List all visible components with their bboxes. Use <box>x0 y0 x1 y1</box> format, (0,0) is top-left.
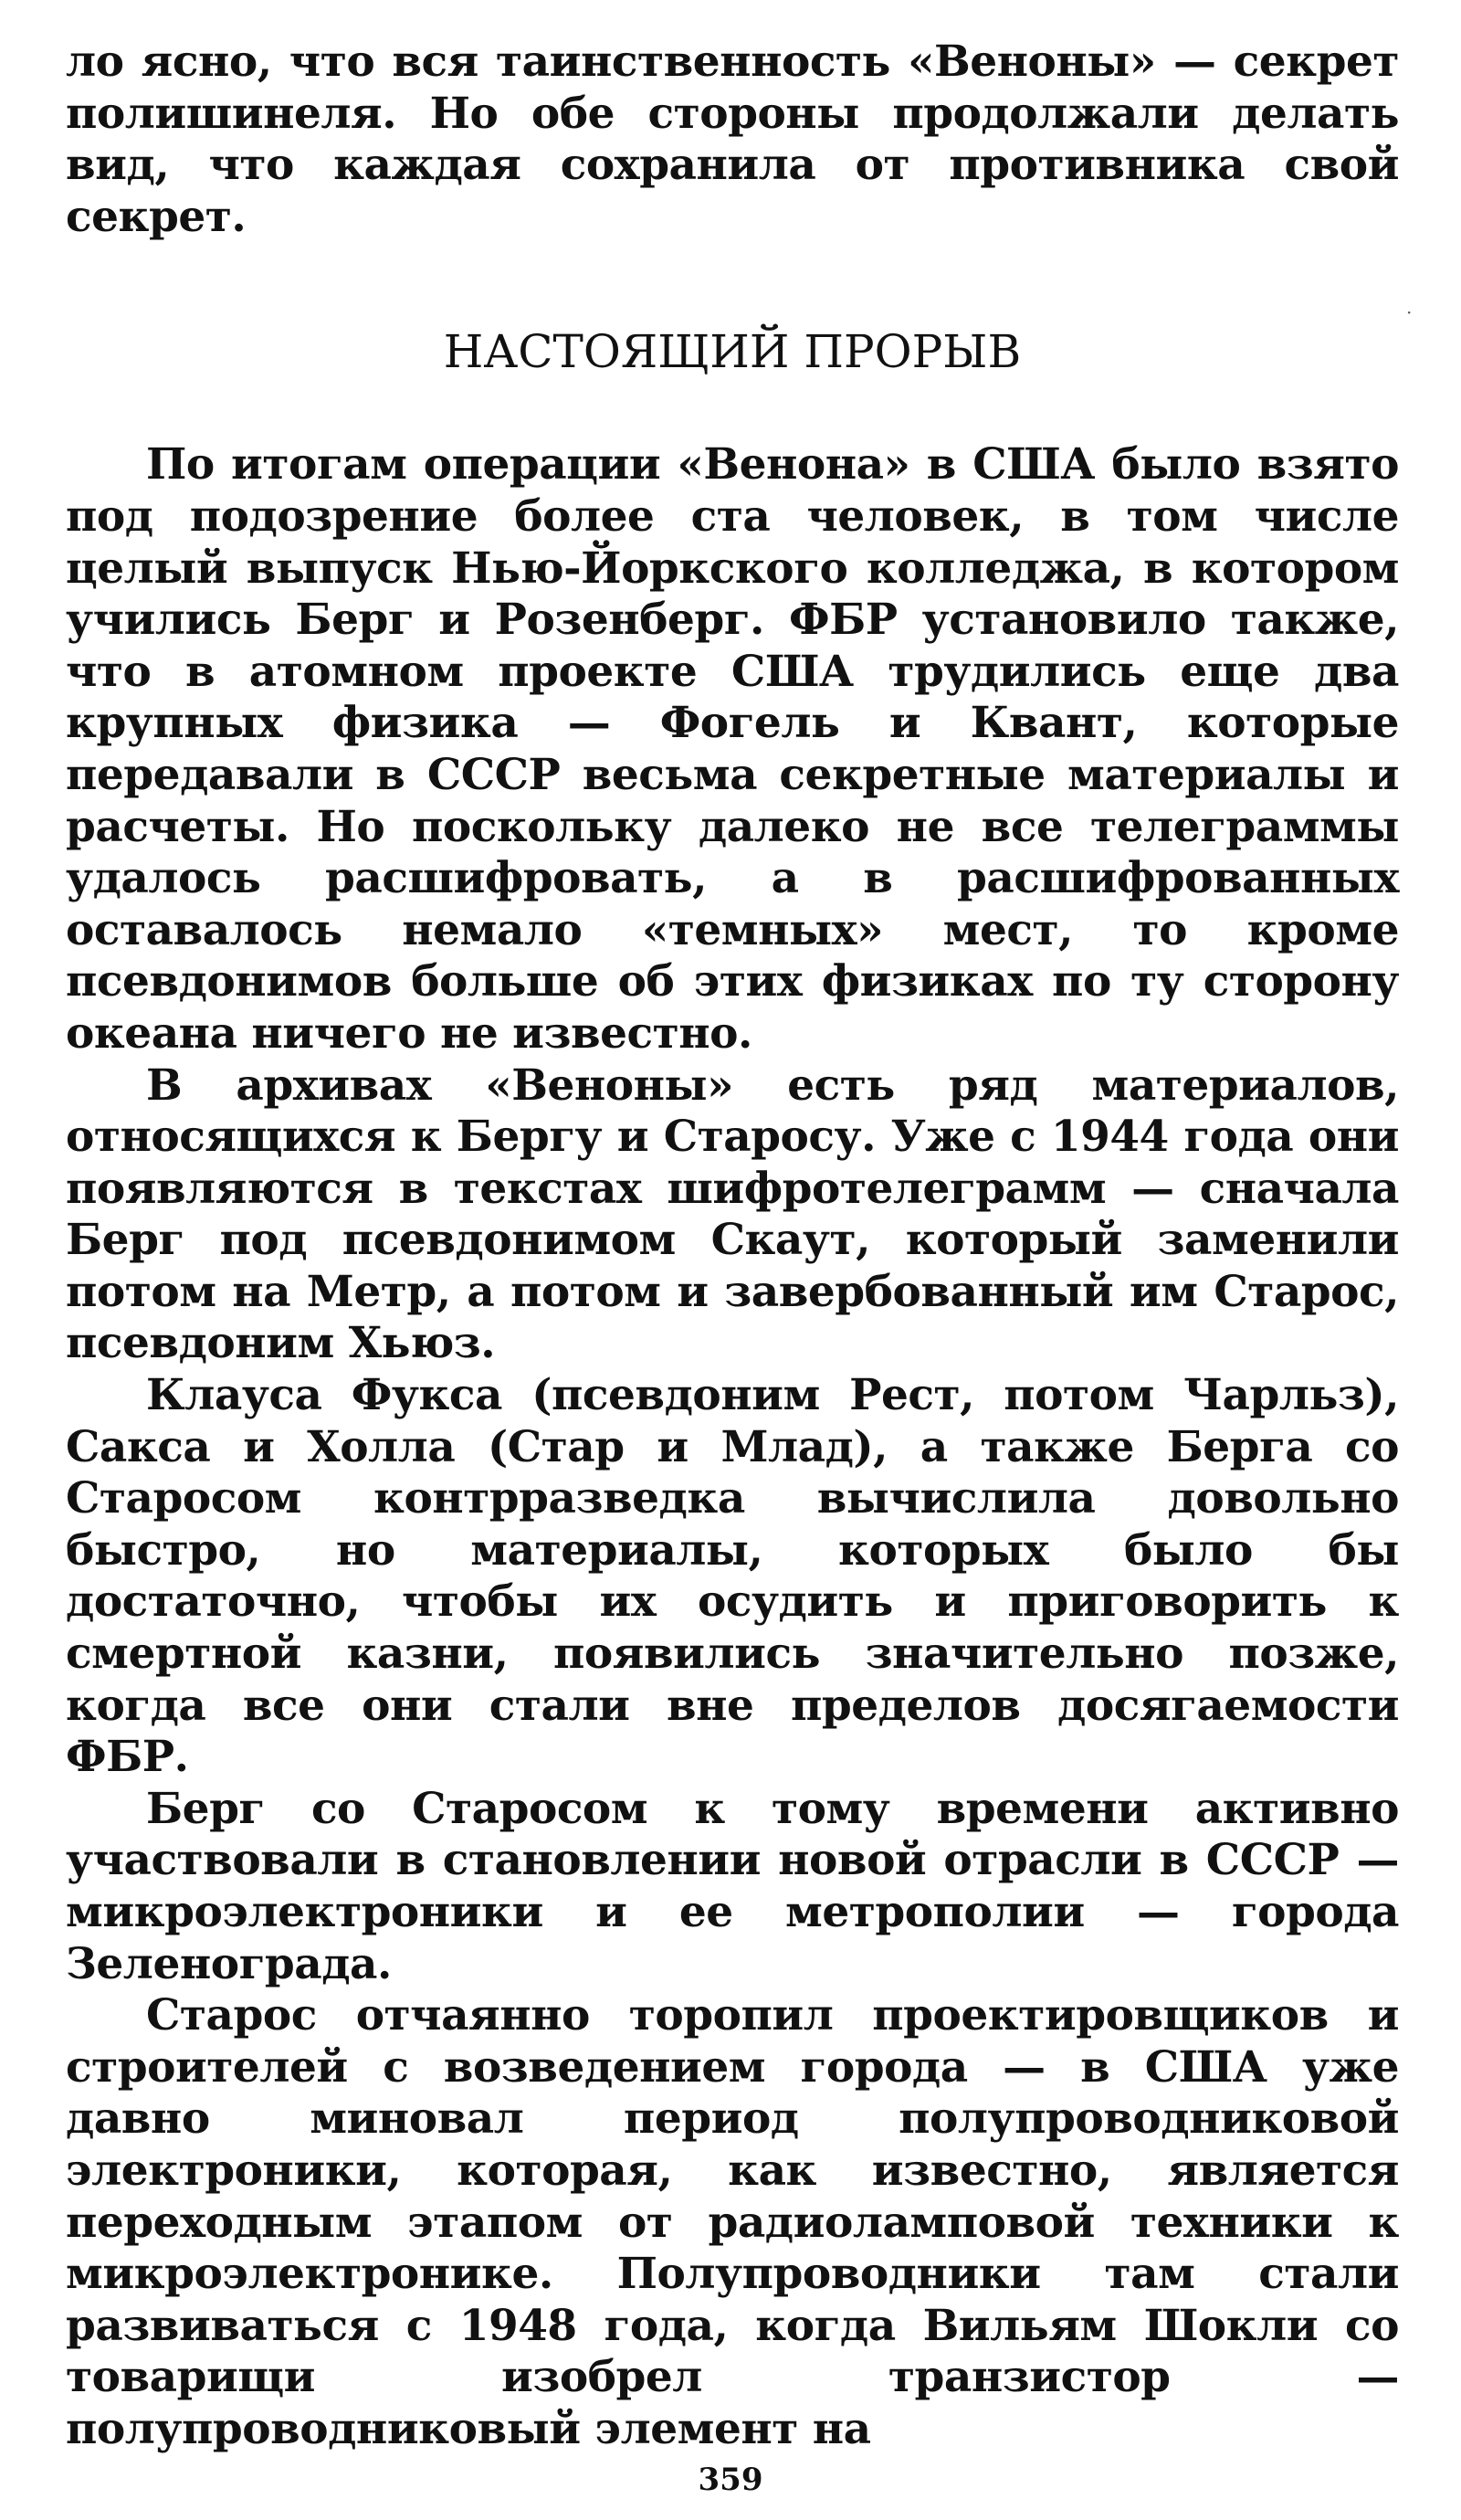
page-number: 359 <box>698 2462 763 2498</box>
section-heading: НАСТОЯЩИЙ ПРОРЫВ <box>443 325 1022 379</box>
paragraph-2: В архивах «Веноны» есть ряд материалов, относящихся к Бергу и Старосу. Уже с 1944 года они появляются в текстах шифротелеграмм — сначала Берг под псевдонимом Скаут, который заменили потом на Метр, а потом и завербованный им Старос, псевдоним Хьюз. <box>66 1060 1399 1369</box>
text-column <box>66 37 1399 2456</box>
paragraph-3: Клауса Фукса (псевдоним Рест, потом Чарльз), Сакса и Холла (Стар и Млад), а также Берга со Старосом контрразведка вычислила довольно быстро, но материалы, которых было бы достаточно, чтобы их осудить и приговорить к смертной казни, появились значительно позже, когда все они стали вне пределов досягаемости ФБР. <box>66 1370 1399 1783</box>
paragraph-5: Старос отчаянно торопил проектировщиков и строителей с возведением города — в США уже давно миновал период полупроводниковой электроники, которая, как известно, является переходным этапом от радиоламповой техники к микроэлектронике. Полупроводники там стали развиваться с 1948 года, когда Вильям Шокли со товарищи изобрел транзистор — полупроводниковый элемент на <box>66 1990 1399 2454</box>
scan-speck: · <box>1406 301 1413 323</box>
continued-paragraph: ло ясно, что вся таинственность «Веноны» — секрет полишинеля. Но обе стороны продолжали делать вид, что каждая сохранила от противника свой секрет. <box>66 37 1399 242</box>
heading-block <box>66 243 1399 439</box>
paragraph-4: Берг со Старосом к тому времени активно участвовали в становлении новой отрасли в СССР — микроэлектроники и ее метрополии — города Зеленограда. <box>66 1783 1399 1989</box>
paragraph-1: По итогам операции «Венона» в США было взято под подозрение более ста человек, в том числе целый выпуск Нью-Йоркского колледжа, в котором учились Берг и Розенберг. ФБР установило также, что в атомном проекте США трудились еще два крупных физика — Фогель и Квант, которые передавали в СССР весьма секретные материалы и расчеты. Но поскольку далеко не все телеграммы удалось расшифровать, а в расшифрованных оставалось немало «темных» мест, то кроме псевдонимов больше об этих физиках по ту сторону океана ничего не известно. <box>66 439 1399 1059</box>
